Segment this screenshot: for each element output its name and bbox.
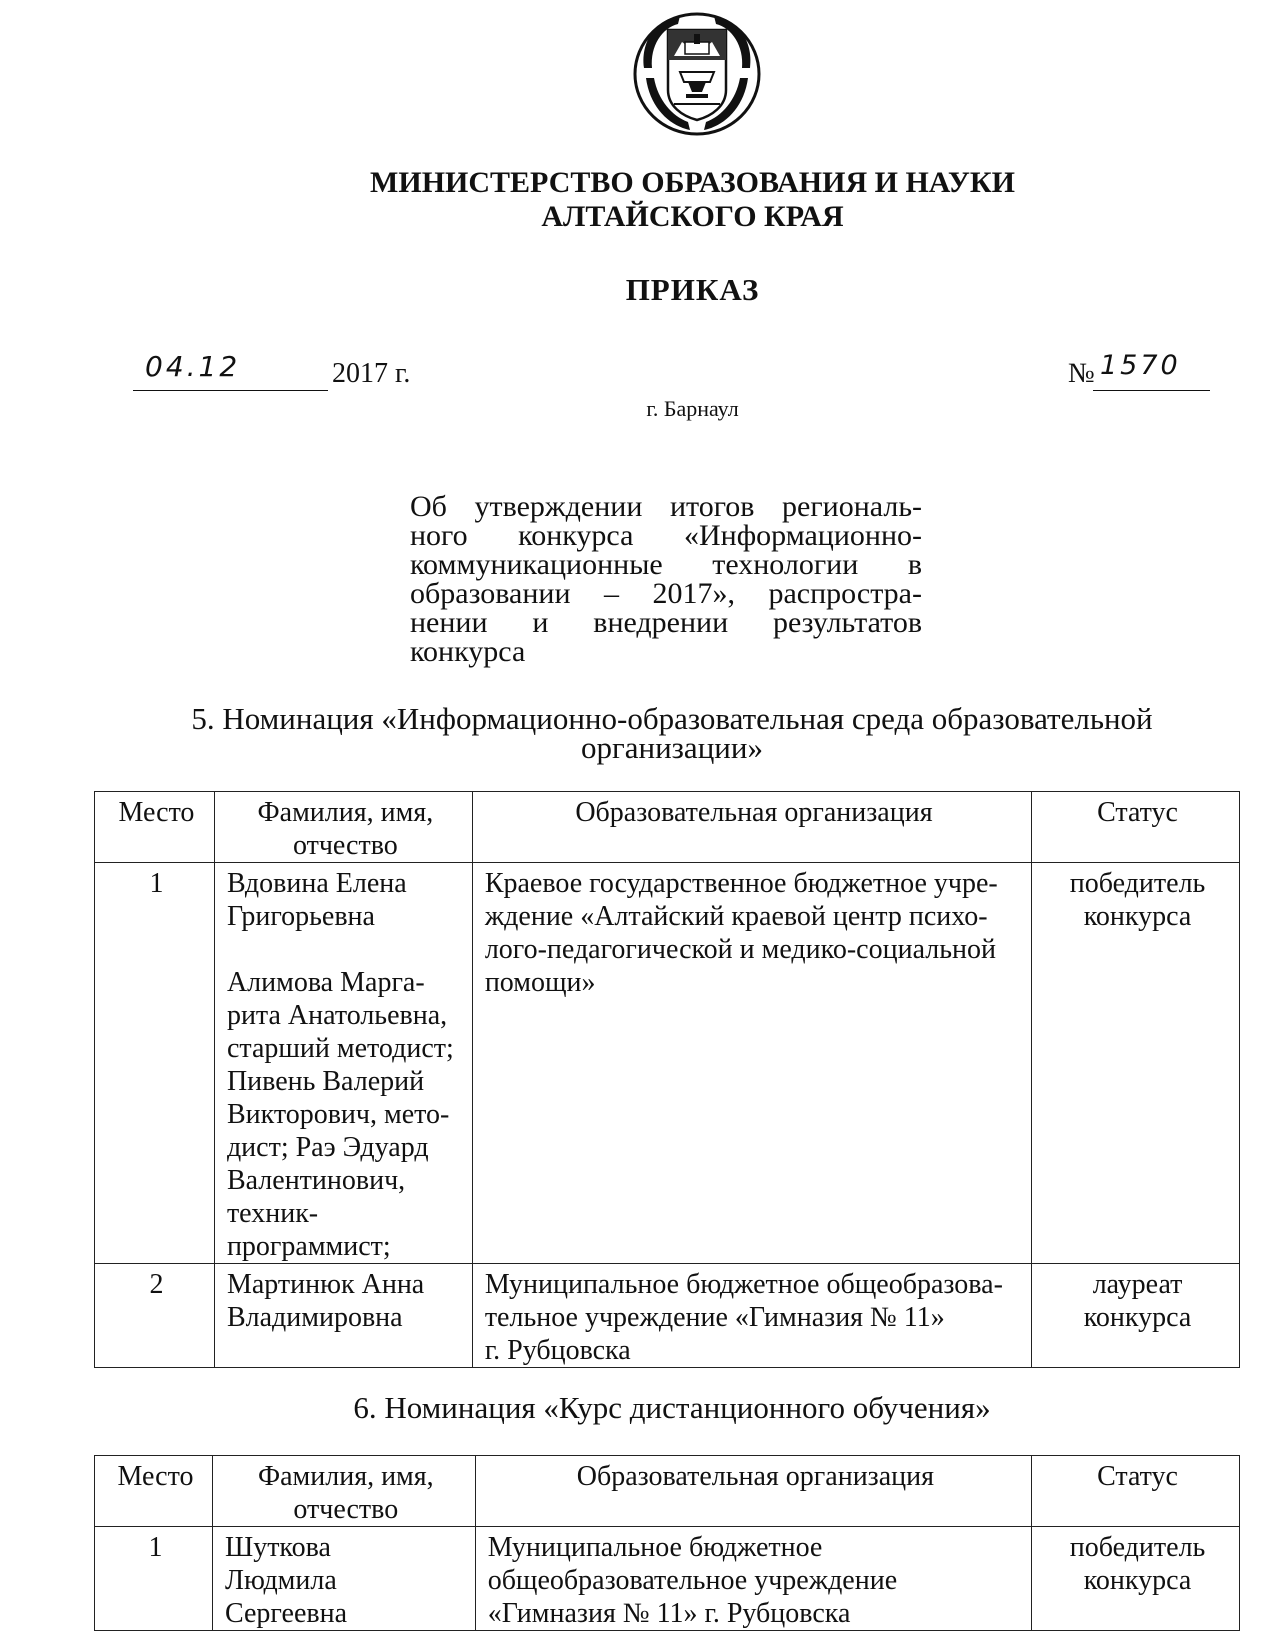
name-line: дист; Раэ Эдуард: [226, 1132, 429, 1163]
header-status: Статус: [1032, 792, 1240, 863]
name-line: Владимировна: [226, 1302, 403, 1333]
table-header-row: [95, 792, 1240, 863]
name-line: рита Анатольевна,: [226, 1000, 448, 1031]
status-line: конкурса: [1083, 901, 1192, 932]
subject-line: ного конкурса «Информационно-: [410, 519, 922, 552]
org-line: г. Рубцовска: [484, 1335, 631, 1366]
cell-organization: [472, 863, 1031, 1264]
cell-place: 1: [95, 1527, 213, 1631]
name-line: Алимова Марга-: [226, 967, 425, 998]
order-subject: [410, 492, 922, 666]
org-line: ждение «Алтайский краевой центр психо-: [484, 901, 988, 932]
nomination-6-title: 6. Номинация «Курс дистанционного обучения»: [353, 1390, 991, 1425]
cell-place: 1: [95, 863, 215, 1264]
cell-place: 2: [95, 1264, 215, 1368]
nomination-5-title-line2: организации»: [581, 730, 763, 765]
header-organization: Образовательная организация: [475, 1456, 1031, 1527]
header-status: Статус: [1032, 1456, 1240, 1527]
org-line: «Гимназия № 11» г. Рубцовска: [487, 1598, 851, 1629]
org-line: Краевое государственное бюджетное учре-: [484, 868, 998, 899]
cell-organization: [472, 1264, 1031, 1368]
org-line: помощи»: [484, 967, 596, 998]
header-name: Фамилия, имя, отчество: [212, 1456, 475, 1527]
ministry-title-line2: АЛТАЙСКОГО КРАЯ: [541, 200, 844, 233]
status-line: конкурса: [1083, 1302, 1192, 1333]
subject-line: Об утверждении итогов региональ-: [410, 490, 922, 523]
number-sign: №: [1068, 358, 1095, 389]
coat-of-arms-emblem: [630, 8, 764, 138]
status-line: победитель: [1069, 868, 1206, 899]
cell-status: [1032, 1527, 1240, 1631]
header-name: Фамилия, имя, отчество: [214, 792, 472, 863]
cell-name: [214, 863, 472, 1264]
table-header-row: [95, 1456, 1240, 1527]
subject-line: коммуникационные технологии в: [410, 548, 922, 581]
header-place: Место: [95, 792, 215, 863]
date-year: 2017 г.: [332, 358, 411, 389]
cell-name: [212, 1527, 475, 1631]
nomination-6-table: [94, 1455, 1240, 1631]
org-line: общеобразовательное учреждение: [487, 1565, 898, 1596]
name-line: Шуткова: [224, 1532, 331, 1563]
name-line: Викторович, мето-: [226, 1099, 450, 1130]
handwritten-date: 04.12: [145, 350, 241, 383]
ministry-title-line1: МИНИСТЕРСТВО ОБРАЗОВАНИЯ И НАУКИ: [370, 166, 1015, 199]
table-row: [95, 863, 1240, 1264]
org-line: Муниципальное бюджетное общеобразова-: [484, 1269, 1003, 1300]
name-line: Вдовина Елена: [226, 868, 407, 899]
cell-organization: [475, 1527, 1031, 1631]
header-place: Место: [95, 1456, 213, 1527]
cell-status: [1032, 1264, 1240, 1368]
cell-status: [1032, 863, 1240, 1264]
subject-line: нении и внедрении результатов: [410, 606, 922, 639]
table-row: [95, 1527, 1240, 1631]
name-line: программист;: [226, 1231, 391, 1262]
name-line: техник-: [226, 1198, 319, 1229]
name-line: Сергеевна: [224, 1598, 348, 1629]
subject-line: конкурса: [410, 635, 526, 668]
header-organization: Образовательная организация: [472, 792, 1031, 863]
org-line: тельное учреждение «Гимназия № 11»: [484, 1302, 945, 1333]
org-line: Муниципальное бюджетное: [487, 1532, 823, 1563]
name-line: Григорьевна: [226, 901, 375, 932]
cell-name: [214, 1264, 472, 1368]
handwritten-order-number: 1570: [1100, 350, 1181, 381]
table-row: [95, 1264, 1240, 1368]
spacer: [227, 933, 464, 966]
name-line: старший методист;: [226, 1033, 454, 1064]
name-line: Людмила: [224, 1565, 337, 1596]
name-line: Мартинюк Анна: [226, 1269, 425, 1300]
status-line: конкурса: [1083, 1565, 1192, 1596]
org-line: лого-педагогической и медико-социальной: [484, 934, 996, 965]
nomination-5-title-line1: 5. Номинация «Информационно-образовательная среда образовательной: [191, 701, 1153, 736]
name-line: Валентинович,: [226, 1165, 406, 1196]
status-line: лауреат: [1092, 1269, 1183, 1300]
city-name: г. Барнаул: [646, 396, 739, 421]
nomination-5-title: [0, 701, 1282, 765]
nomination-5-table: [94, 791, 1240, 1368]
status-line: победитель: [1069, 1532, 1206, 1563]
name-line: Пивень Валерий: [226, 1066, 425, 1097]
document-type-heading: ПРИКАЗ: [625, 272, 760, 307]
subject-line: образовании – 2017», распростра-: [410, 577, 922, 610]
